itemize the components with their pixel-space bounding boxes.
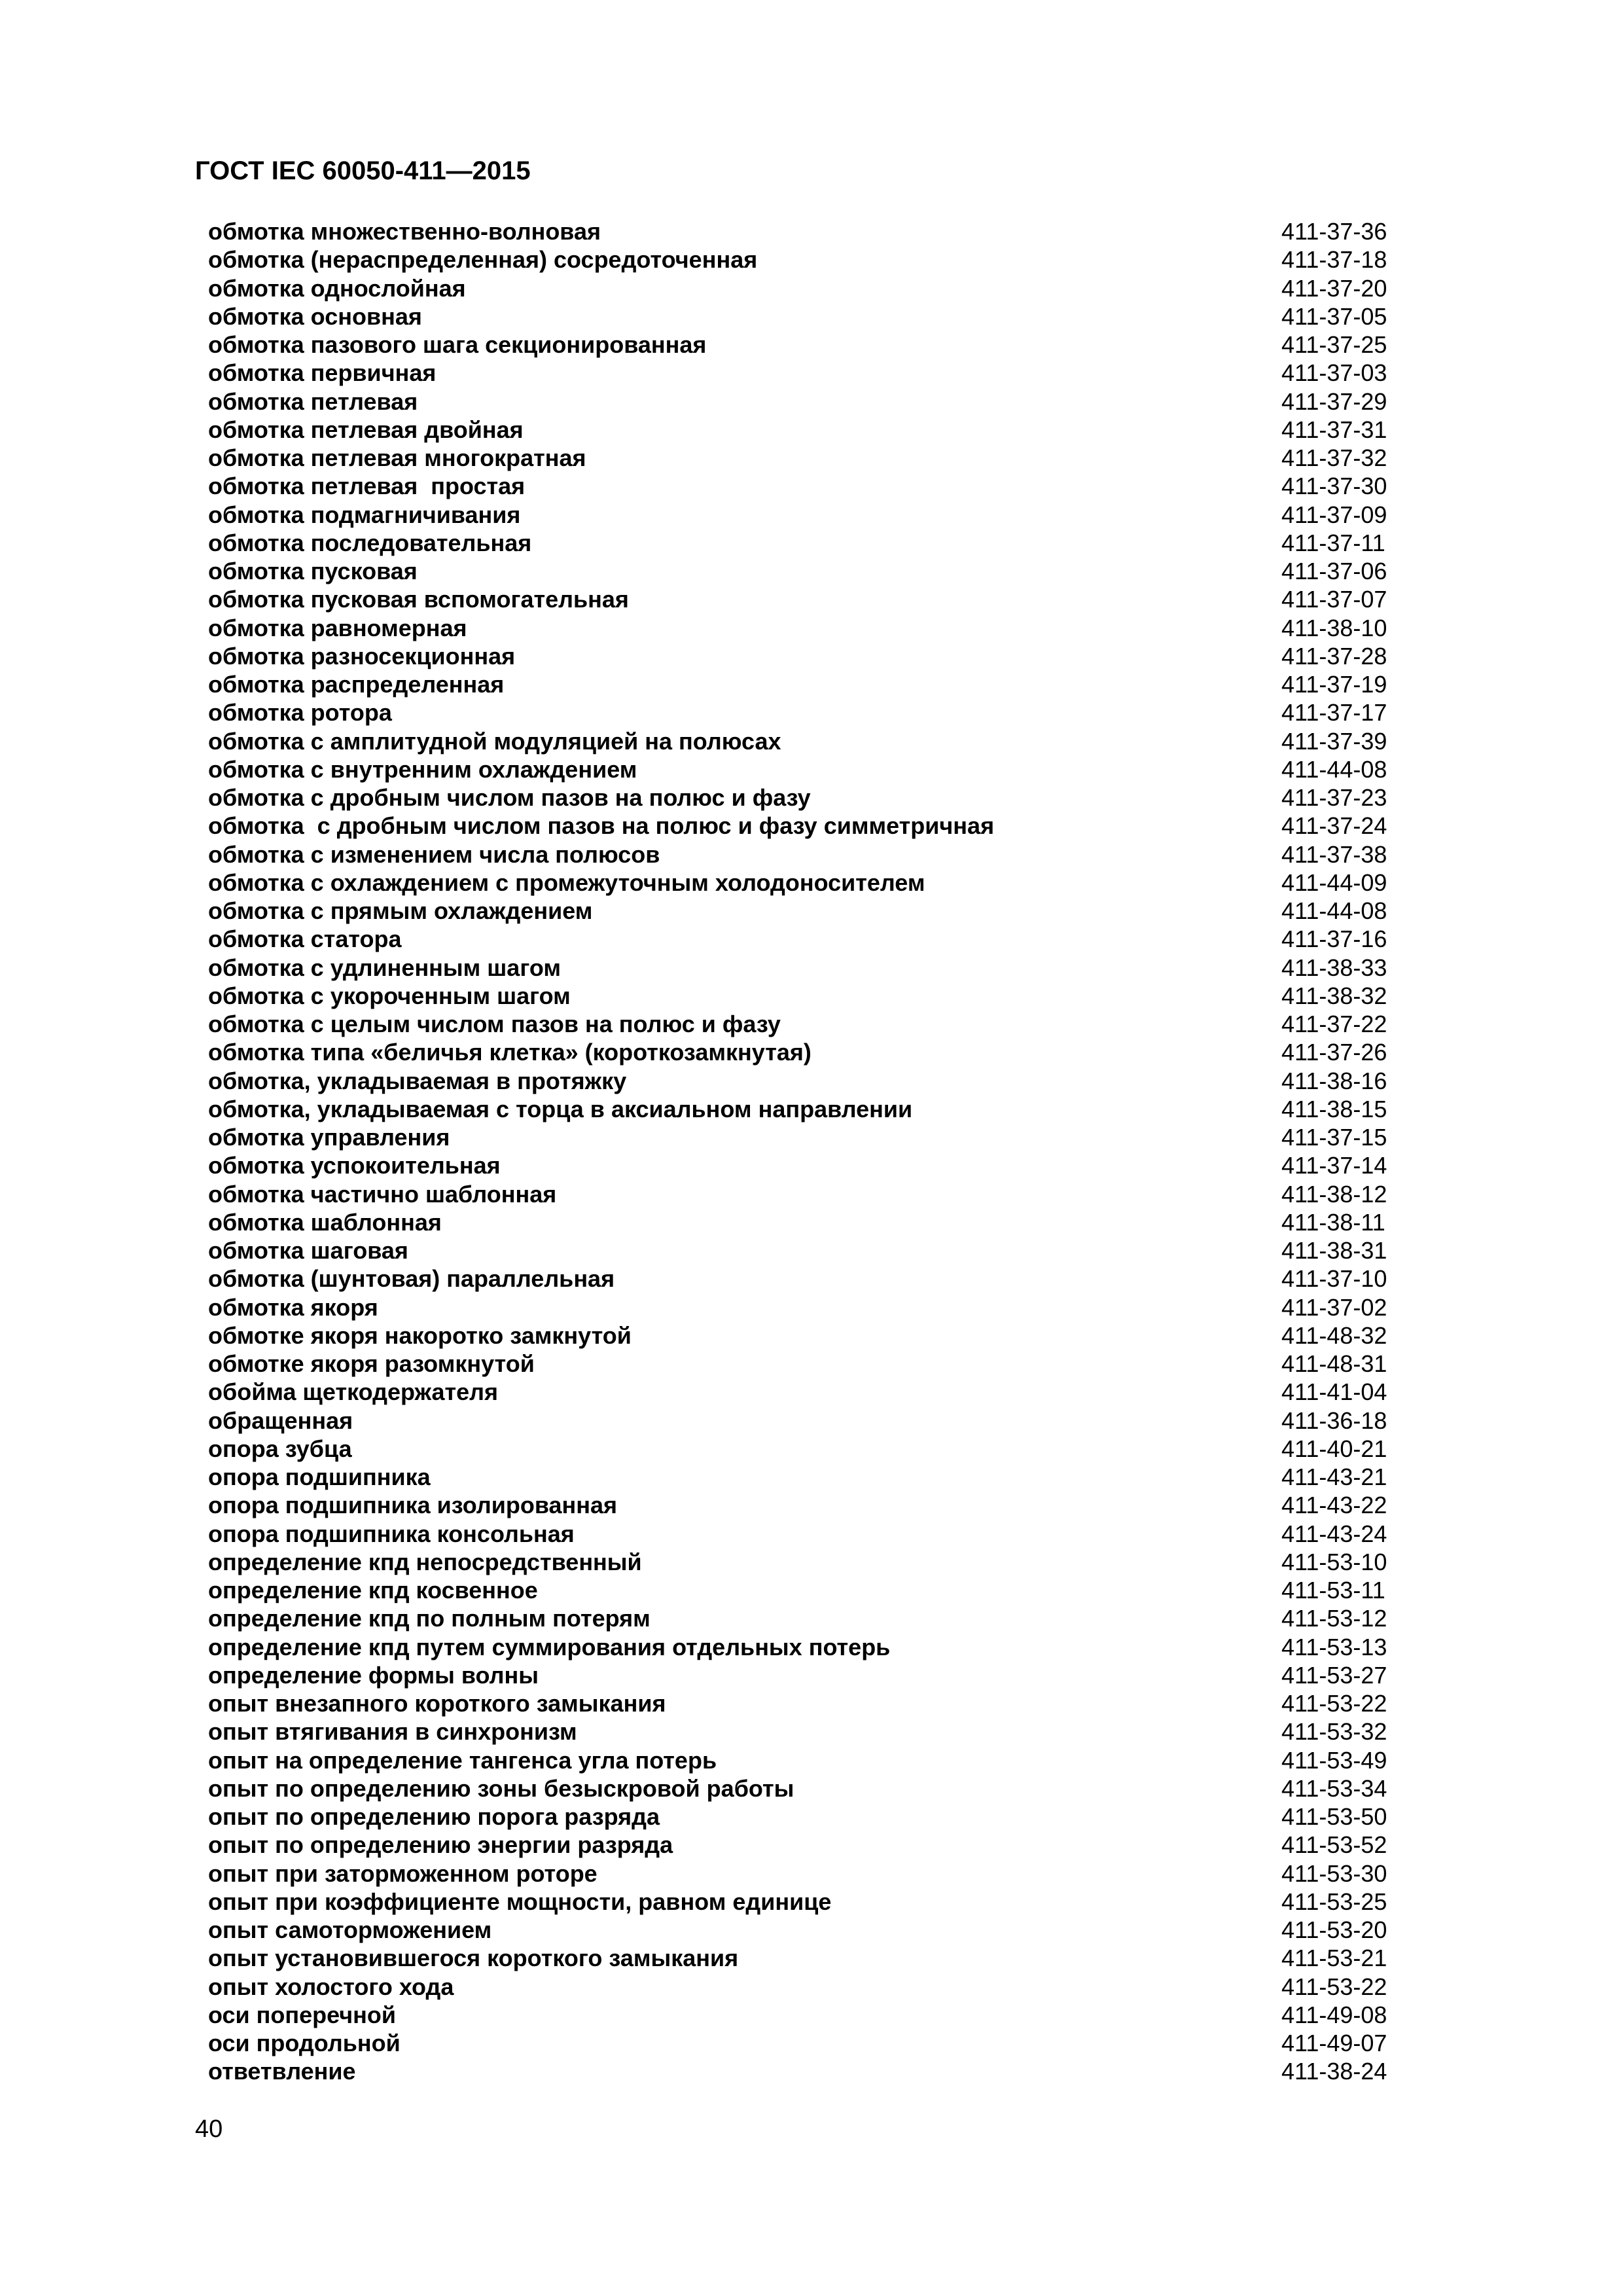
index-reference-number: 411-37-39 bbox=[1281, 727, 1387, 755]
index-entry bbox=[208, 1236, 1406, 1265]
index-reference-number: 411-44-09 bbox=[1281, 869, 1387, 896]
index-reference-number: 411-37-09 bbox=[1281, 501, 1387, 528]
index-reference-number: 411-37-25 bbox=[1281, 331, 1387, 358]
index-reference-number: 411-38-10 bbox=[1281, 614, 1387, 641]
index-reference-number: 411-38-31 bbox=[1281, 1237, 1387, 1264]
index-entry bbox=[208, 783, 1406, 812]
index-term: обмотка с удлиненным шагом bbox=[208, 954, 561, 981]
index-reference-number: 411-36-18 bbox=[1281, 1407, 1387, 1434]
index-entry bbox=[208, 1293, 1406, 1321]
index-entry bbox=[208, 1435, 1406, 1463]
index-entry bbox=[208, 1520, 1406, 1548]
index-entry bbox=[208, 359, 1406, 387]
index-term: обмотка множественно-волновая bbox=[208, 218, 601, 245]
index-reference-number: 411-43-22 bbox=[1281, 1492, 1387, 1519]
index-reference-number: 411-37-20 bbox=[1281, 274, 1387, 302]
index-term: обмотка пусковая bbox=[208, 558, 418, 584]
index-term: обмотке якоря разомкнутой bbox=[208, 1350, 535, 1377]
index-reference-number: 411-37-31 bbox=[1281, 416, 1387, 443]
index-entry bbox=[208, 1746, 1406, 1774]
index-term: обмотка управления bbox=[208, 1124, 450, 1151]
index-term: обмотка шаговая bbox=[208, 1237, 408, 1264]
index-reference-number: 411-37-14 bbox=[1281, 1152, 1387, 1179]
index-reference-number: 411-37-28 bbox=[1281, 642, 1387, 670]
index-term: обмотка подмагничивания bbox=[208, 501, 521, 528]
index-entry bbox=[208, 1831, 1406, 1859]
index-term: опора зубца bbox=[208, 1435, 352, 1462]
index-reference-number: 411-53-49 bbox=[1281, 1746, 1387, 1774]
index-term: определение кпд путем суммирования отдельных потерь bbox=[208, 1633, 891, 1660]
index-reference-number: 411-53-22 bbox=[1281, 1690, 1387, 1717]
index-entry bbox=[208, 1576, 1406, 1604]
index-reference-number: 411-43-21 bbox=[1281, 1463, 1387, 1490]
index-entry bbox=[208, 1689, 1406, 1717]
index-entry bbox=[208, 444, 1406, 472]
index-reference-number: 411-37-23 bbox=[1281, 784, 1387, 811]
index-reference-number: 411-53-50 bbox=[1281, 1803, 1387, 1830]
index-term: определение кпд по полным потерям bbox=[208, 1605, 651, 1632]
index-entry bbox=[208, 1633, 1406, 1661]
index-term: обмотка успокоительная bbox=[208, 1152, 501, 1179]
index-term: обмотка с изменением числа полюсов bbox=[208, 840, 660, 868]
index-reference-number: 411-38-12 bbox=[1281, 1180, 1387, 1208]
index-entry bbox=[208, 755, 1406, 783]
index-term: определение кпд непосредственный bbox=[208, 1548, 642, 1575]
index-reference-number: 411-37-07 bbox=[1281, 586, 1387, 613]
index-reference-number: 411-37-24 bbox=[1281, 812, 1387, 840]
index-entry bbox=[208, 2029, 1406, 2057]
index-entry bbox=[208, 302, 1406, 331]
index-reference-number: 411-53-10 bbox=[1281, 1548, 1387, 1575]
index-term: обмотка пазового шага секционированная bbox=[208, 331, 707, 358]
index-entry bbox=[208, 1491, 1406, 1519]
index-reference-number: 411-38-33 bbox=[1281, 954, 1387, 981]
index-term: ответвление bbox=[208, 2058, 356, 2085]
index-term: обмотка статора bbox=[208, 925, 402, 953]
index-entry bbox=[208, 642, 1406, 670]
index-entry bbox=[208, 1803, 1406, 1831]
index-reference-number: 411-37-19 bbox=[1281, 671, 1387, 698]
index-term: обмотка петлевая простая bbox=[208, 473, 526, 500]
index-entry bbox=[208, 416, 1406, 444]
index-term: обращенная bbox=[208, 1407, 353, 1434]
index-entry bbox=[208, 1151, 1406, 1179]
page-number: 40 bbox=[195, 2115, 223, 2143]
index-term: обмотка с укороченным шагом bbox=[208, 982, 571, 1009]
index-entry bbox=[208, 1350, 1406, 1378]
index-reference-number: 411-37-06 bbox=[1281, 558, 1387, 584]
index-entry bbox=[208, 1095, 1406, 1123]
index-term: обмотка с внутренним охлаждением bbox=[208, 755, 637, 783]
index-reference-number: 411-53-25 bbox=[1281, 1888, 1387, 1915]
index-entry bbox=[208, 387, 1406, 416]
index-entry bbox=[208, 331, 1406, 359]
index-term: опора подшипника изолированная bbox=[208, 1492, 618, 1519]
index-term: опыт внезапного короткого замыкания bbox=[208, 1690, 666, 1717]
index-reference-number: 411-37-15 bbox=[1281, 1124, 1387, 1151]
index-reference-number: 411-53-13 bbox=[1281, 1633, 1387, 1660]
index-entry bbox=[208, 1463, 1406, 1491]
index-reference-number: 411-38-15 bbox=[1281, 1095, 1387, 1122]
index-term: определение кпд косвенное bbox=[208, 1577, 538, 1604]
index-term: опыт самоторможением bbox=[208, 1916, 492, 1943]
index-entry bbox=[208, 2057, 1406, 2085]
index-reference-number: 411-37-30 bbox=[1281, 473, 1387, 500]
index-reference-number: 411-49-08 bbox=[1281, 2001, 1387, 2028]
index-term: опыт холостого хода bbox=[208, 1973, 454, 2000]
index-term: обмотка однослойная bbox=[208, 274, 466, 302]
index-entry bbox=[208, 2001, 1406, 2029]
index-reference-number: 411-37-03 bbox=[1281, 359, 1387, 387]
index-entry bbox=[208, 1265, 1406, 1293]
index-entry bbox=[208, 529, 1406, 557]
index-reference-number: 411-37-18 bbox=[1281, 246, 1387, 274]
index-term: обмотка, укладываемая с торца в аксиальном направлении bbox=[208, 1095, 913, 1122]
index-entry bbox=[208, 1859, 1406, 1888]
index-reference-number: 411-44-08 bbox=[1281, 897, 1387, 924]
index-entry bbox=[208, 1321, 1406, 1350]
index-entry bbox=[208, 472, 1406, 500]
index-term: обмотка с охлаждением с промежуточным холодоносителем bbox=[208, 869, 925, 896]
index-entry bbox=[208, 1661, 1406, 1689]
index-term: обойма щеткодержателя bbox=[208, 1378, 499, 1406]
index-reference-number: 411-38-24 bbox=[1281, 2058, 1387, 2085]
index-reference-number: 411-53-32 bbox=[1281, 1718, 1387, 1746]
index-term: обмотка шаблонная bbox=[208, 1208, 442, 1236]
index-term: опыт при заторможенном роторе bbox=[208, 1859, 597, 1887]
index-term: опыт по определению энергии разряда bbox=[208, 1831, 673, 1859]
index-reference-number: 411-53-30 bbox=[1281, 1859, 1387, 1887]
index-term: обмотка равномерная bbox=[208, 614, 467, 641]
index-reference-number: 411-49-07 bbox=[1281, 2030, 1387, 2056]
index-entry bbox=[208, 840, 1406, 869]
index-reference-number: 411-37-29 bbox=[1281, 387, 1387, 415]
index-entry bbox=[208, 501, 1406, 529]
index-entry bbox=[208, 1944, 1406, 1972]
index-entry bbox=[208, 954, 1406, 982]
index-entry bbox=[208, 1774, 1406, 1803]
index-entry bbox=[208, 1208, 1406, 1236]
index-term: обмотка типа «беличья клетка» (короткозамкнутая) bbox=[208, 1039, 812, 1066]
index-entry bbox=[208, 1973, 1406, 2001]
index-term: опора подшипника bbox=[208, 1463, 431, 1490]
index-reference-number: 411-48-31 bbox=[1281, 1350, 1387, 1377]
index-reference-number: 411-37-16 bbox=[1281, 925, 1387, 953]
index-entry bbox=[208, 1888, 1406, 1916]
index-entry bbox=[208, 557, 1406, 585]
index-reference-number: 411-53-52 bbox=[1281, 1831, 1387, 1859]
term-index-list bbox=[208, 217, 1406, 2086]
index-term: обмотка частично шаблонная bbox=[208, 1180, 557, 1208]
index-term: обмотка с целым числом пазов на полюс и фазу bbox=[208, 1011, 781, 1037]
index-reference-number: 411-37-22 bbox=[1281, 1011, 1387, 1037]
index-term: обмотка (шунтовая) параллельная bbox=[208, 1265, 615, 1293]
index-entry bbox=[208, 1123, 1406, 1151]
index-term: опора подшипника консольная bbox=[208, 1520, 575, 1547]
index-reference-number: 411-48-32 bbox=[1281, 1321, 1387, 1349]
index-entry bbox=[208, 670, 1406, 698]
index-entry bbox=[208, 698, 1406, 726]
index-entry bbox=[208, 897, 1406, 925]
index-entry bbox=[208, 727, 1406, 755]
index-reference-number: 411-37-10 bbox=[1281, 1265, 1387, 1293]
index-term: обмотка петлевая bbox=[208, 387, 418, 415]
index-reference-number: 411-43-24 bbox=[1281, 1520, 1387, 1547]
index-reference-number: 411-37-38 bbox=[1281, 840, 1387, 868]
index-term: обмотка с дробным числом пазов на полюс и фазу симметричная bbox=[208, 812, 995, 840]
index-reference-number: 411-38-11 bbox=[1281, 1208, 1385, 1236]
index-term: обмотка с амплитудной модуляцией на полюсах bbox=[208, 727, 781, 755]
index-reference-number: 411-40-21 bbox=[1281, 1435, 1387, 1462]
index-term: обмотка основная bbox=[208, 302, 422, 330]
index-entry bbox=[208, 1407, 1406, 1435]
index-entry bbox=[208, 217, 1406, 245]
index-entry bbox=[208, 982, 1406, 1010]
index-term: опыт при коэффициенте мощности, равном единице bbox=[208, 1888, 832, 1915]
index-entry bbox=[208, 1717, 1406, 1746]
index-entry bbox=[208, 1378, 1406, 1406]
index-reference-number: 411-38-16 bbox=[1281, 1067, 1387, 1094]
index-reference-number: 411-41-04 bbox=[1281, 1378, 1387, 1406]
document-header: ГОСТ IEC 60050-411—2015 bbox=[195, 156, 531, 185]
index-entry bbox=[208, 1038, 1406, 1066]
index-term: обмотка последовательная bbox=[208, 529, 532, 556]
index-reference-number: 411-37-32 bbox=[1281, 444, 1387, 471]
index-term: обмотка якоря bbox=[208, 1293, 378, 1321]
index-reference-number: 411-37-17 bbox=[1281, 699, 1387, 726]
index-term: обмотке якоря накоротко замкнутой bbox=[208, 1321, 632, 1349]
index-reference-number: 411-44-08 bbox=[1281, 755, 1387, 783]
index-term: обмотка распределенная bbox=[208, 671, 505, 698]
index-entry bbox=[208, 1067, 1406, 1095]
index-reference-number: 411-53-34 bbox=[1281, 1774, 1387, 1802]
index-reference-number: 411-53-21 bbox=[1281, 1945, 1387, 1972]
index-entry bbox=[208, 274, 1406, 302]
index-term: определение формы волны bbox=[208, 1661, 539, 1689]
index-entry bbox=[208, 1604, 1406, 1632]
index-entry bbox=[208, 1548, 1406, 1576]
index-term: обмотка, укладываемая в протяжку bbox=[208, 1067, 627, 1094]
index-reference-number: 411-37-02 bbox=[1281, 1293, 1387, 1321]
index-term: опыт установившегося короткого замыкания bbox=[208, 1945, 739, 1972]
index-reference-number: 411-37-36 bbox=[1281, 218, 1387, 245]
index-reference-number: 411-37-05 bbox=[1281, 302, 1387, 330]
index-reference-number: 411-53-11 bbox=[1281, 1577, 1385, 1604]
index-term: обмотка петлевая двойная bbox=[208, 416, 524, 443]
index-term: оси поперечной bbox=[208, 2001, 397, 2028]
index-reference-number: 411-38-32 bbox=[1281, 982, 1387, 1009]
index-term: обмотка (нераспределенная) сосредоточенная bbox=[208, 246, 758, 274]
index-term: оси продольной bbox=[208, 2030, 401, 2056]
index-reference-number: 411-53-22 bbox=[1281, 1973, 1387, 2000]
index-term: обмотка пусковая вспомогательная bbox=[208, 586, 629, 613]
index-term: обмотка разносекционная bbox=[208, 642, 516, 670]
index-reference-number: 411-37-11 bbox=[1281, 529, 1385, 556]
index-entry bbox=[208, 585, 1406, 613]
index-term: обмотка ротора bbox=[208, 699, 392, 726]
index-term: обмотка петлевая многократная bbox=[208, 444, 586, 471]
index-entry bbox=[208, 245, 1406, 274]
index-term: опыт по определению зоны безыскровой работы bbox=[208, 1774, 794, 1802]
index-reference-number: 411-53-27 bbox=[1281, 1661, 1387, 1689]
index-term: обмотка с прямым охлаждением bbox=[208, 897, 593, 924]
index-reference-number: 411-37-26 bbox=[1281, 1039, 1387, 1066]
index-entry bbox=[208, 1916, 1406, 1944]
index-term: опыт втягивания в синхронизм bbox=[208, 1718, 577, 1746]
index-entry bbox=[208, 1180, 1406, 1208]
index-term: опыт по определению порога разряда bbox=[208, 1803, 660, 1830]
index-entry bbox=[208, 614, 1406, 642]
index-entry bbox=[208, 925, 1406, 953]
index-entry bbox=[208, 1010, 1406, 1038]
index-reference-number: 411-53-12 bbox=[1281, 1605, 1387, 1632]
index-term: опыт на определение тангенса угла потерь bbox=[208, 1746, 717, 1774]
index-term: обмотка первичная bbox=[208, 359, 437, 387]
index-entry bbox=[208, 869, 1406, 897]
index-reference-number: 411-53-20 bbox=[1281, 1916, 1387, 1943]
index-term: обмотка с дробным числом пазов на полюс и фазу bbox=[208, 784, 811, 811]
index-entry bbox=[208, 812, 1406, 840]
